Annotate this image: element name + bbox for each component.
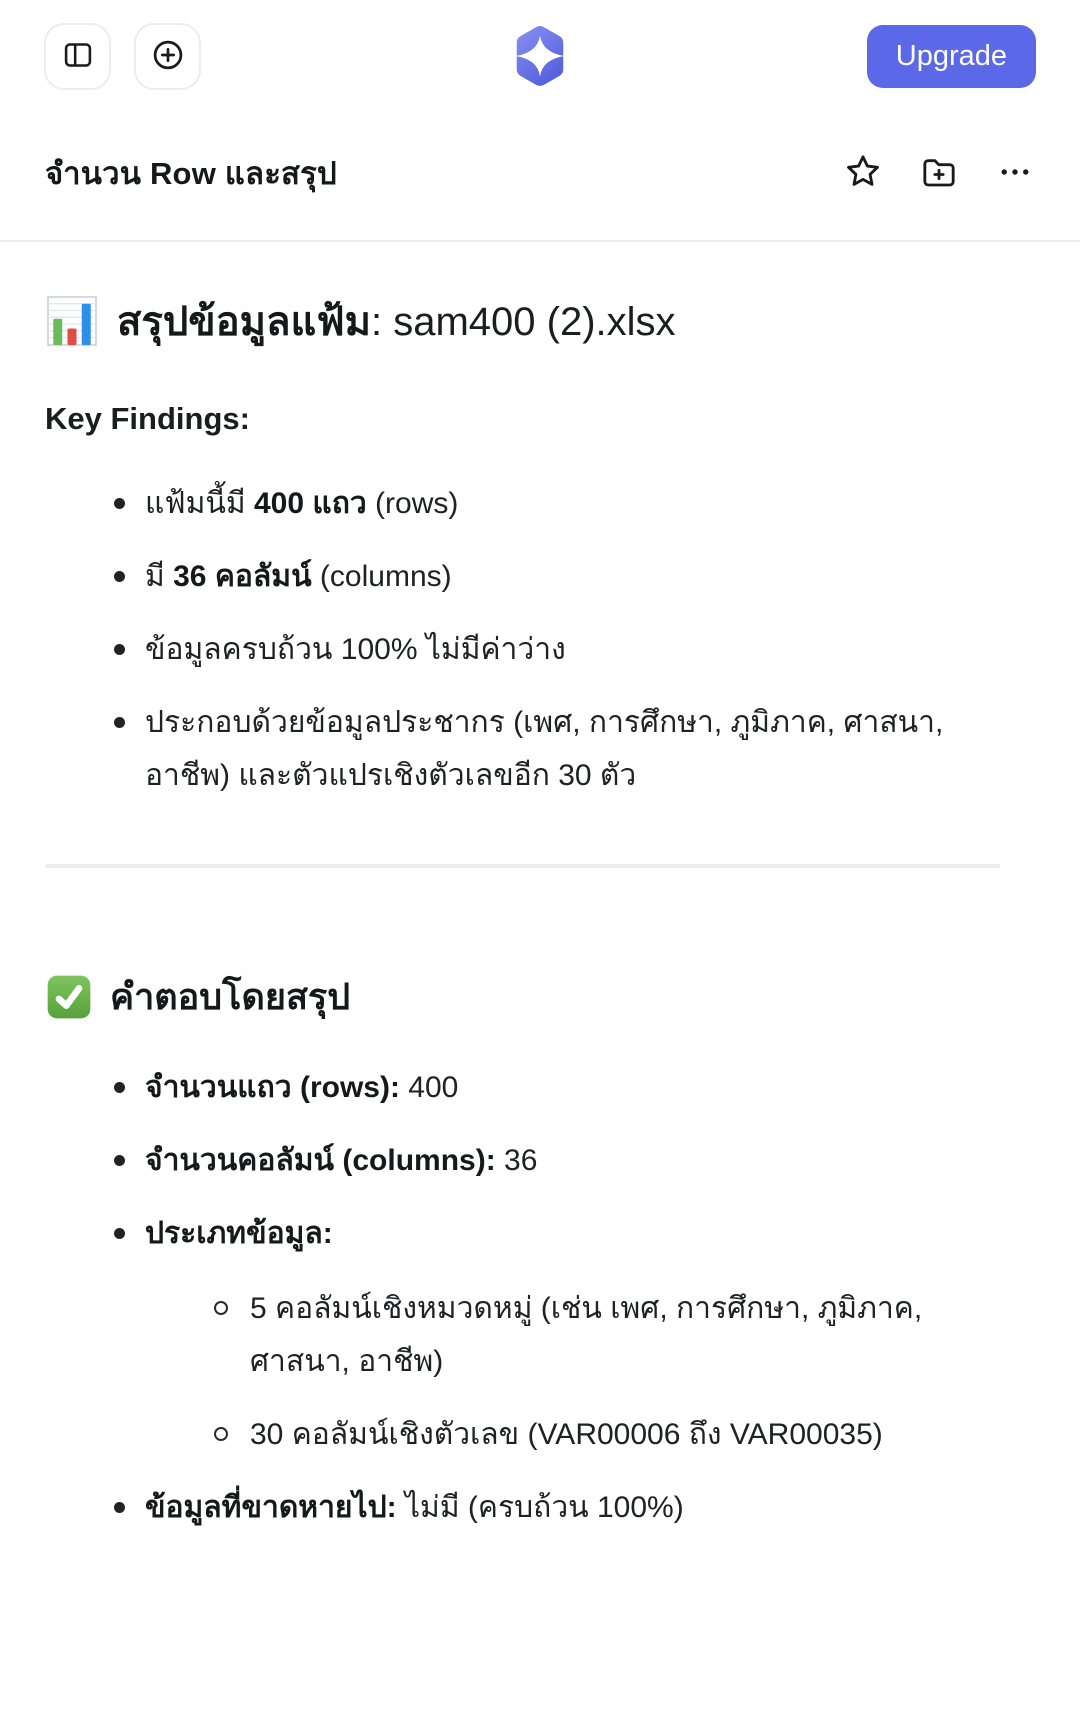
conversation-header (0, 108, 1080, 242)
list-item: ข้อมูลครบถ้วน 100% ไม่มีค่าว่าง (145, 623, 955, 676)
file-summary-title: สรุปข้อมูลแฟ้ม: sam400 (2).xlsx (117, 300, 676, 344)
upgrade-button[interactable]: Upgrade (867, 25, 1036, 88)
folder-plus-icon (919, 152, 959, 195)
key-findings-heading: Key Findings: (45, 401, 250, 436)
add-to-folder-button[interactable] (919, 153, 959, 193)
top-bar (0, 0, 1080, 108)
app-logo-icon (509, 24, 571, 88)
ellipsis-icon (996, 153, 1034, 194)
new-chat-button[interactable] (134, 23, 201, 90)
data-types-sublist (145, 1282, 955, 1461)
sidebar-toggle-button[interactable] (44, 23, 111, 90)
star-button[interactable] (843, 153, 883, 193)
list-item: 30 คอลัมน์เชิงตัวเลข (VAR00006 ถึง VAR00035) (250, 1408, 950, 1461)
check-mark-emoji (45, 973, 93, 1021)
plus-circle-icon (150, 37, 186, 76)
top-bar-left (44, 23, 201, 90)
list-item: จำนวนคอลัมน์ (columns): 36 (145, 1134, 955, 1187)
panel-left-icon (61, 38, 95, 75)
list-item: 5 คอลัมน์เชิงหมวดหมู่ (เช่น เพศ, การศึกษา, ภูมิภาค, ศาสนา, อาชีพ) (250, 1282, 950, 1388)
summary-answer-heading (45, 968, 1035, 1025)
list-item: จำนวนแถว (rows): 400 (145, 1061, 955, 1114)
title-actions (843, 153, 1035, 193)
star-icon (843, 152, 883, 195)
list-item: แฟ้มนี้มี 400 แถว (rows) (145, 477, 955, 530)
key-findings-list (45, 477, 1035, 802)
list-item: ประเภทข้อมูล: 5 คอลัมน์เชิงหมวดหมู่ (เช่น เพศ, การศึกษา, ภูมิภาค, ศาสนา, อาชีพ) 30 คอลัมน์เชิงตัวเลข (VAR00006 ถึง VAR00035) (145, 1207, 955, 1461)
section-divider (45, 864, 1000, 868)
conversation-title: จำนวน Row และสรุป (45, 156, 337, 191)
message-content (0, 289, 1080, 1534)
bar-chart-emoji (45, 294, 99, 348)
list-item: มี 36 คอลัมน์ (columns) (145, 550, 955, 603)
file-summary-heading (45, 289, 1035, 353)
summary-answer-title: คำตอบโดยสรุป (110, 976, 351, 1017)
list-item: ประกอบด้วยข้อมูลประชากร (เพศ, การศึกษา, ภูมิภาค, ศาสนา, อาชีพ) และตัวแปรเชิงตัวเลขอีก 30 ตัว (145, 696, 955, 802)
summary-answer-list (45, 1061, 1035, 1534)
more-options-button[interactable] (995, 153, 1035, 193)
list-item: ข้อมูลที่ขาดหายไป: ไม่มี (ครบถ้วน 100%) (145, 1481, 955, 1534)
